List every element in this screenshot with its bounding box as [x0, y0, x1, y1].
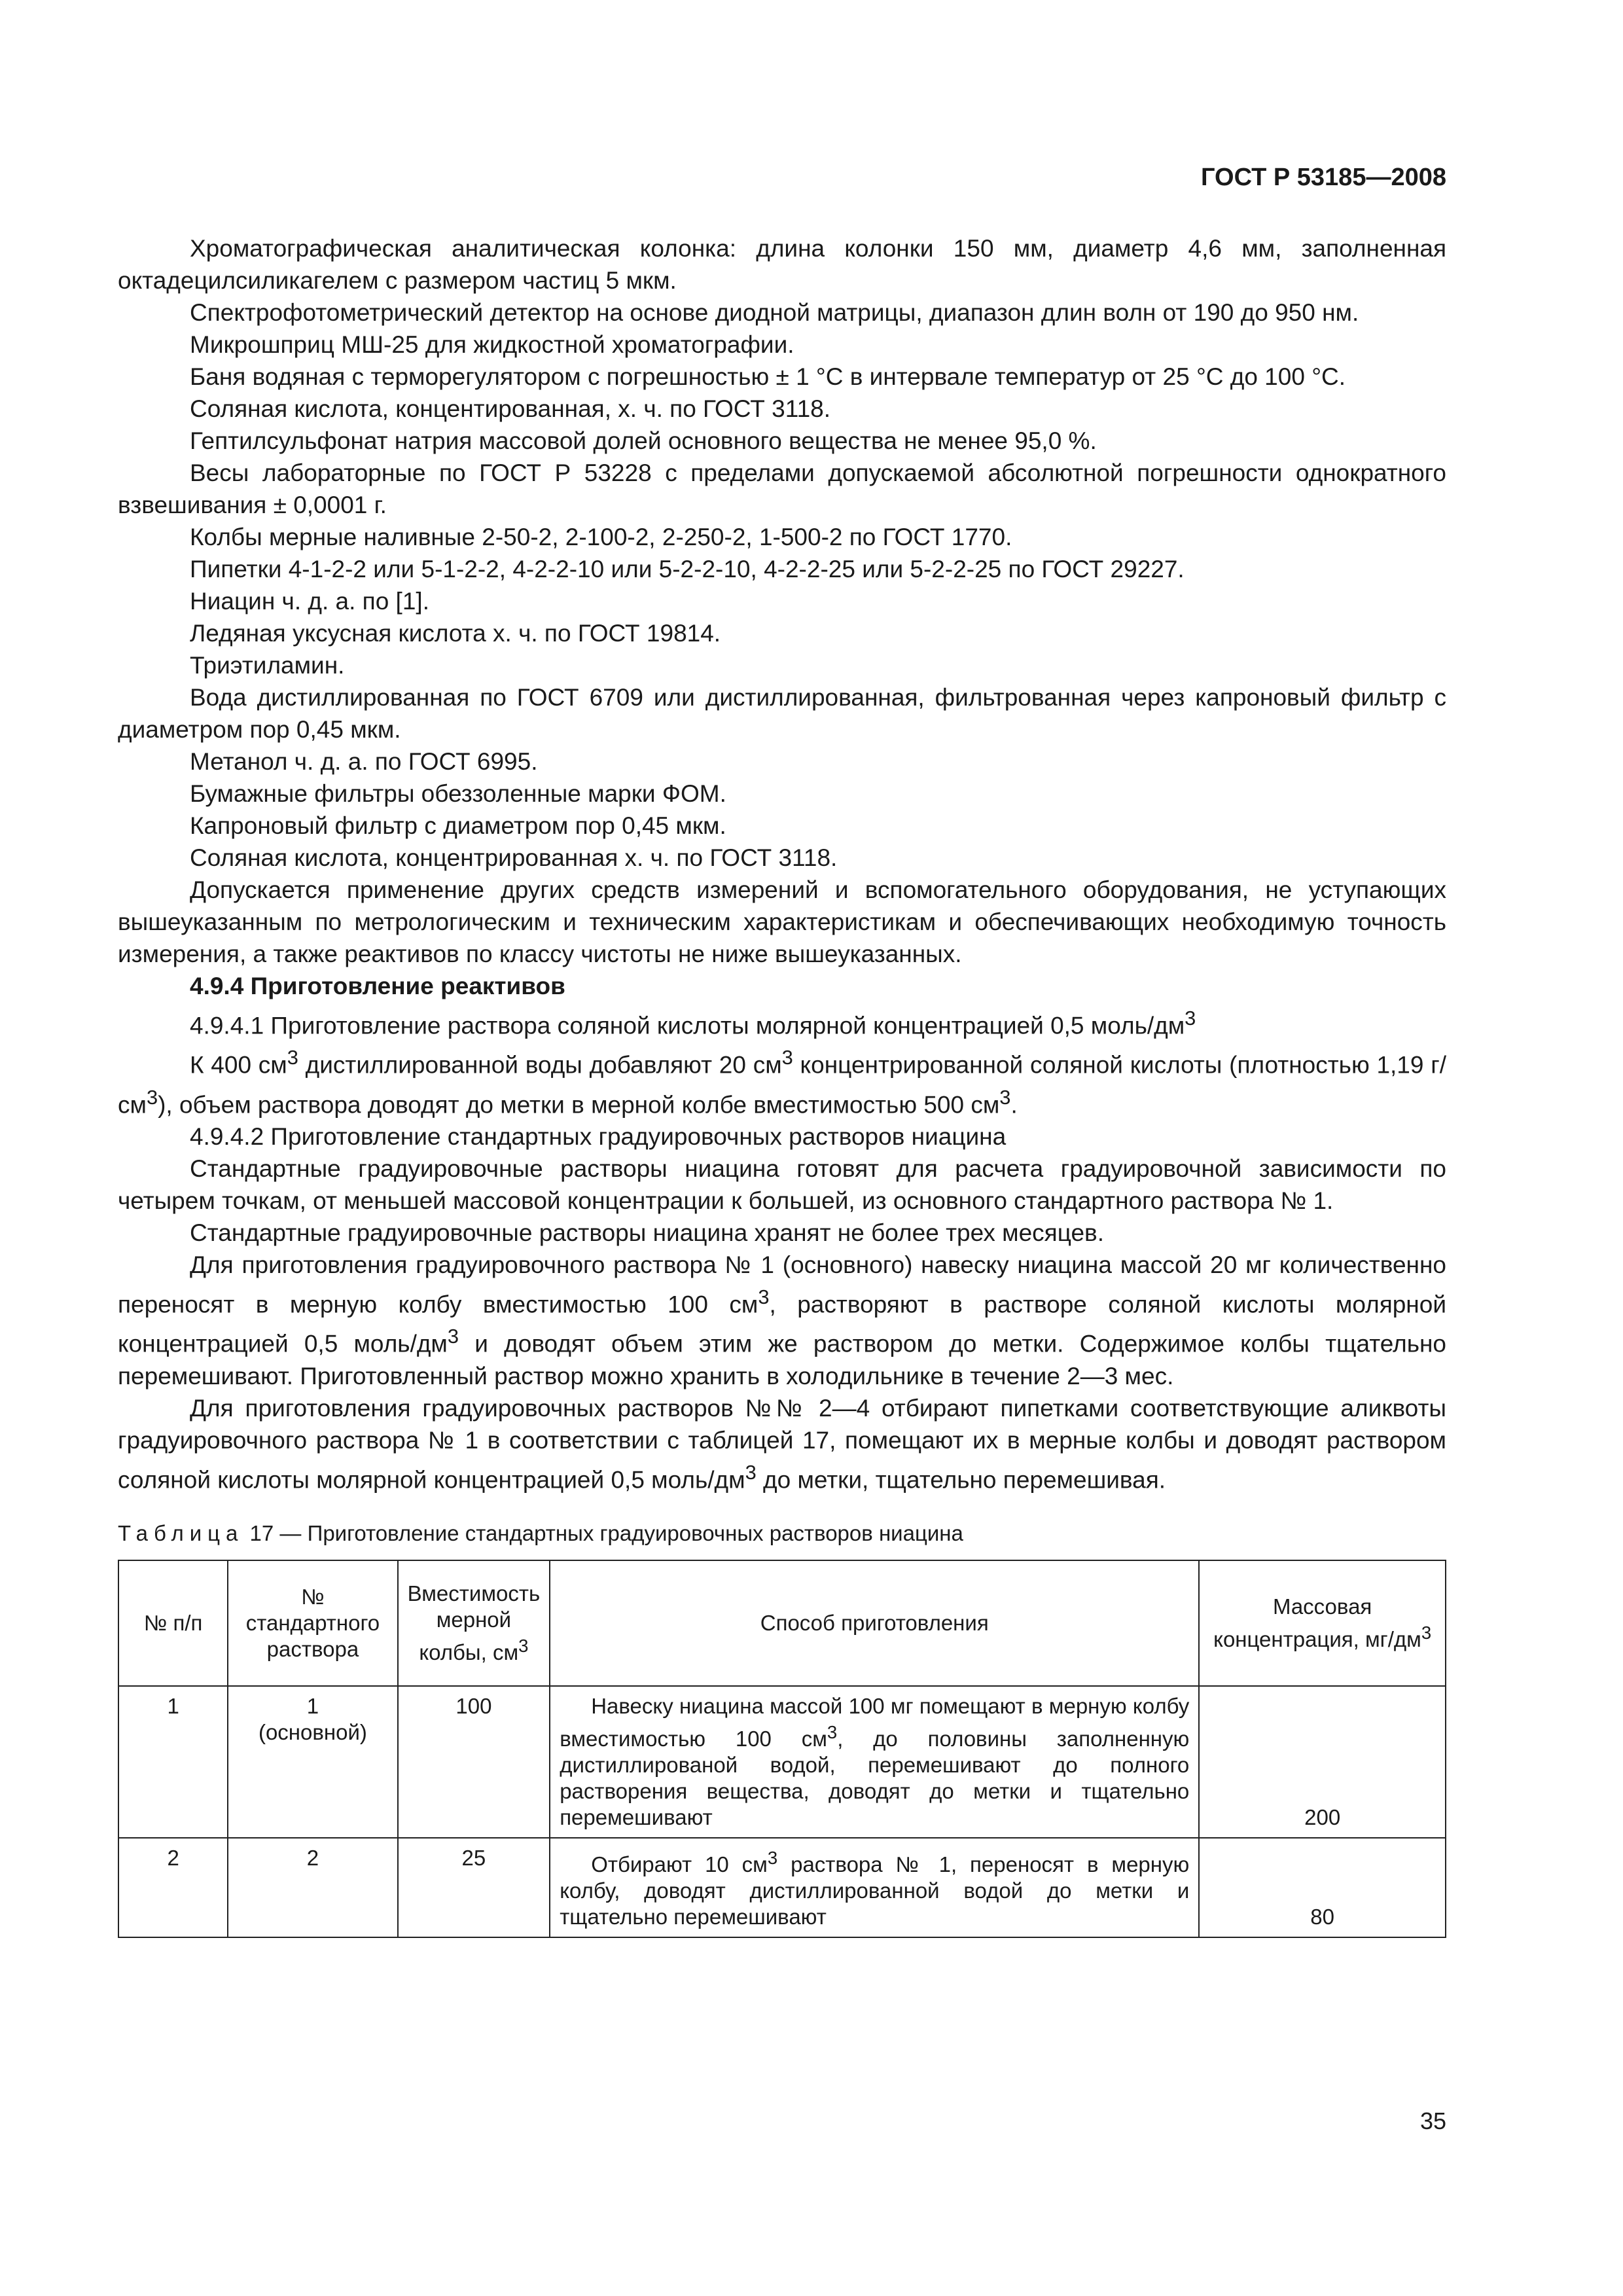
cell-num: 1 — [118, 1686, 228, 1838]
subsection-title: 4.9.4.2 Приготовление стандартных градуировочных растворов ниацина — [190, 1122, 1007, 1150]
preparation-table — [118, 1560, 1446, 1938]
paragraph: Допускается применение других средств измерений и вспомогательного оборудования, не уступающих вышеуказанным по метрологическим и техническим характеристикам и обеспечивающих необходимую точность измерения, а также реактивов по классу чистоты не ниже вышеуказанных. — [118, 876, 1446, 967]
header-std: № стандартного раствора — [228, 1560, 397, 1686]
paragraph: Хроматографическая аналитическая колонка: длина колонки 150 мм, диаметр 4,6 мм, заполненная октадецилсиликагелем с размером частиц 5 мкм. — [118, 235, 1446, 294]
cell-mass: 200 — [1199, 1686, 1446, 1838]
document-header: ГОСТ Р 53185—2008 — [1201, 164, 1446, 191]
page-content — [118, 232, 1446, 1938]
paragraph: Стандартные градуировочные растворы ниацина хранят не более трех месяцев. — [190, 1219, 1104, 1246]
table-header-row — [118, 1560, 1446, 1686]
subsection-title: 4.9.4.1 Приготовление раствора соляной кислоты молярной концентрацией 0,5 моль/$дм^3$ — [190, 1007, 1196, 1039]
section-heading: 4.9.4 Приготовление реактивов — [190, 973, 565, 999]
page-number: 35 — [1419, 2108, 1446, 2134]
paragraph: Для приготовления градуировочных растворов №№ 2—4 отбирают пипетками соответствующие аликвоты градуировочного раствора № 1 в соответствии с таблицей 17, помещают их в мерные колбы и доводят раствором соляной кислоты молярной концентрацией 0,5 моль/$дм^3$ до метки, тщательно перемешивая. — [118, 1394, 1446, 1493]
paragraph: Баня водяная с терморегулятором с погрешностью ± 1 °С в интервале температур от 25 °С до 100 °С. — [190, 363, 1346, 390]
cell-method: Отбирают 10 $см^3$ раствора № 1, переносят в мерную колбу, доводят дистиллированной водой до метки и тщательно перемешивают — [550, 1838, 1199, 1937]
cell-num: 2 — [118, 1838, 228, 1937]
paragraph: Спектрофотометрический детектор на основе диодной матрицы, диапазон длин волн от 190 до 950 нм. — [190, 299, 1359, 326]
header-num: № п/п — [118, 1560, 228, 1686]
header-vol: Вместимость мерной колбы, $см^3$ — [398, 1560, 550, 1686]
paragraph: Бумажные фильтры обеззоленные марки ФОМ. — [190, 780, 726, 807]
paragraph: Весы лабораторные по ГОСТ Р 53228 с пределами допускаемой абсолютной погрешности однократного взвешивания ± 0,0001 г. — [118, 459, 1446, 518]
cell-method: Навеску ниацина массой 100 мг помещают в мерную колбу вместимостью 100 $см^3$, до половины заполненную дистиллированой водой, перемешивают до полного растворения вещества, доводят до метки и тщательно перемешивают — [550, 1686, 1199, 1838]
paragraph: Метанол ч. д. а. по ГОСТ 6995. — [190, 748, 538, 775]
cell-std: 1 (основной) — [228, 1686, 397, 1838]
paragraph: Капроновый фильтр с диаметром пор 0,45 мкм. — [190, 812, 726, 839]
paragraph: Пипетки 4-1-2-2 или 5-1-2-2, 4-2-2-10 или 5-2-2-10, 4-2-2-25 или 5-2-2-25 по ГОСТ 29227. — [190, 556, 1185, 583]
paragraph: К 400 $см^3$ дистиллированной воды добавляют 20 $см^3$ концентрированной соляной кислоты (плотностью 1,19 $г/см^3$), объем раствора доводят до метки в мерной колбе вместимостью 500 $см^3$. — [118, 1046, 1446, 1118]
paragraph: Триэтиламин. — [190, 652, 345, 679]
cell-vol: 25 — [398, 1838, 550, 1937]
cell-std: 2 — [228, 1838, 397, 1937]
header-mass: Массовая концентрация, $мг/дм^3$ — [1199, 1560, 1446, 1686]
paragraph: Вода дистиллированная по ГОСТ 6709 или дистиллированная, фильтрованная через капроновый фильтр с диаметром пор 0,45 мкм. — [118, 684, 1446, 743]
paragraph: Соляная кислота, концентрированная х. ч. по ГОСТ 3118. — [190, 844, 838, 871]
paragraph: Соляная кислота, концентированная, х. ч. по ГОСТ 3118. — [190, 395, 831, 422]
paragraph: Микрошприц МШ-25 для жидкостной хроматографии. — [190, 331, 794, 358]
cell-mass: 80 — [1199, 1838, 1446, 1937]
table-caption: Таблица 17 — Приготовление стандартных градуировочных растворов ниацина — [118, 1520, 963, 1545]
paragraph: Ледяная уксусная кислота х. ч. по ГОСТ 19814. — [190, 620, 721, 647]
paragraph: Колбы мерные наливные 2-50-2, 2-100-2, 2-250-2, 1-500-2 по ГОСТ 1770. — [190, 524, 1012, 550]
paragraph: Гептилсульфонат натрия массовой долей основного вещества не менее 95,0 %. — [190, 427, 1097, 454]
table-row — [118, 1686, 1446, 1838]
paragraph: Для приготовления градуировочного раствора № 1 (основного) навеску ниацина массой 20 мг количественно переносят в мерную колбу вместимостью 100 $см^3$, растворяют в растворе соляной кислоты молярной концентрацией 0,5 моль/$дм^3$ и доводят объем этим же раствором до метки. Содержимое колбы тщательно перемешивают. Приготовленный раствор можно хранить в холодильнике в течение 2—3 мес. — [118, 1251, 1446, 1390]
paragraph: Стандартные градуировочные растворы ниацина готовят для расчета градуировочной зависимости по четырем точкам, от меньшей массовой концентрации к большей, из основного стандартного раствора № 1. — [118, 1155, 1446, 1214]
header-method: Способ приготовления — [550, 1560, 1199, 1686]
cell-vol: 100 — [398, 1686, 550, 1838]
table-row — [118, 1838, 1446, 1937]
paragraph: Ниацин ч. д. а. по [1]. — [190, 588, 429, 615]
